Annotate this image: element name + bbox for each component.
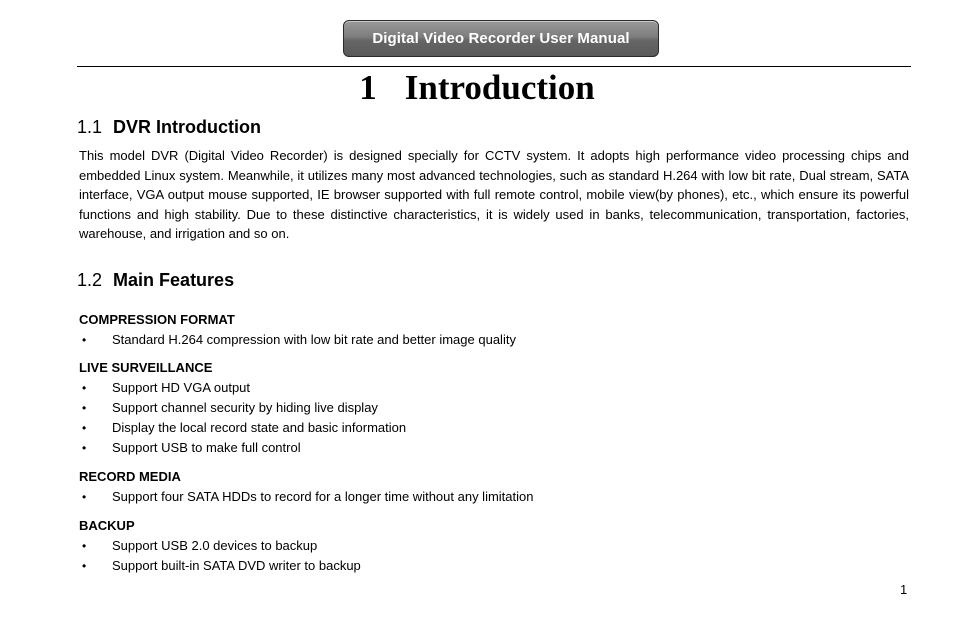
feature-item (79, 378, 909, 398)
manual-title-badge (343, 20, 659, 57)
dvr-introduction-paragraph: This model DVR (Digital Video Recorder) is designed specially for CCTV system. It adopts high performance video processing chips and embedded Linux system. Meanwhile, it utilizes many most advanced technologies, such as standard H.264 with low bit rate, Dual stream, SATA interface, VGA output mouse supported, IE browser supported with full remote control, mobile view(by phones), etc., which ensure its powerful functions and high stability. Due to these distinctive characteristics, it is widely used in banks, telecommunication, transportation, factories, warehouse, and irrigation and so on. (79, 148, 909, 241)
feature-item-text: Support built-in SATA DVD writer to backup (112, 558, 361, 573)
bullet-icon: • (82, 421, 87, 435)
bullet-icon: • (82, 381, 87, 395)
feature-item-text: Support USB 2.0 devices to backup (112, 538, 318, 553)
feature-item-text: Support HD VGA output (112, 380, 251, 395)
feature-item-text: Display the local record state and basic information (112, 420, 407, 435)
chapter-title: Introduction (404, 68, 595, 107)
feature-item (79, 556, 909, 576)
section-number: 1.1 (77, 117, 103, 137)
feature-item-text: Support USB to make full control (112, 440, 301, 455)
bullet-icon: • (82, 441, 87, 455)
manual-title-text: Digital Video Recorder User Manual (372, 30, 630, 47)
feature-group-live-surveillance (79, 358, 909, 458)
feature-group-title: RECORD MEDIA (79, 469, 181, 484)
feature-item (79, 418, 909, 438)
feature-item-text: Support four SATA HDDs to record for a longer time without any limitation (112, 489, 534, 504)
feature-group-record-media (79, 467, 909, 507)
chapter-heading (0, 66, 954, 110)
page-number: 1 (900, 582, 908, 597)
bullet-icon: • (82, 559, 87, 573)
feature-group-compression (79, 310, 909, 350)
feature-group-title: BACKUP (79, 518, 135, 533)
section-title: Main Features (113, 270, 235, 290)
feature-item (79, 536, 909, 556)
section-heading-dvr-introduction (77, 116, 261, 138)
feature-item-text: Support channel security by hiding live display (112, 400, 378, 415)
feature-item-text: Standard H.264 compression with low bit rate and better image quality (112, 332, 516, 347)
feature-group-title: COMPRESSION FORMAT (79, 312, 235, 327)
feature-item (79, 438, 909, 458)
feature-group-title: LIVE SURVEILLANCE (79, 360, 213, 375)
bullet-icon: • (82, 490, 87, 504)
feature-item (79, 487, 909, 507)
bullet-icon: • (82, 333, 87, 347)
section-number: 1.2 (77, 270, 103, 290)
feature-item (79, 330, 909, 350)
section-heading-main-features (77, 269, 234, 291)
features-list (79, 310, 909, 576)
chapter-number: 1 (359, 68, 377, 107)
section-title: DVR Introduction (113, 117, 262, 137)
feature-item (79, 398, 909, 418)
feature-group-backup (79, 516, 909, 576)
bullet-icon: • (82, 539, 87, 553)
bullet-icon: • (82, 401, 87, 415)
